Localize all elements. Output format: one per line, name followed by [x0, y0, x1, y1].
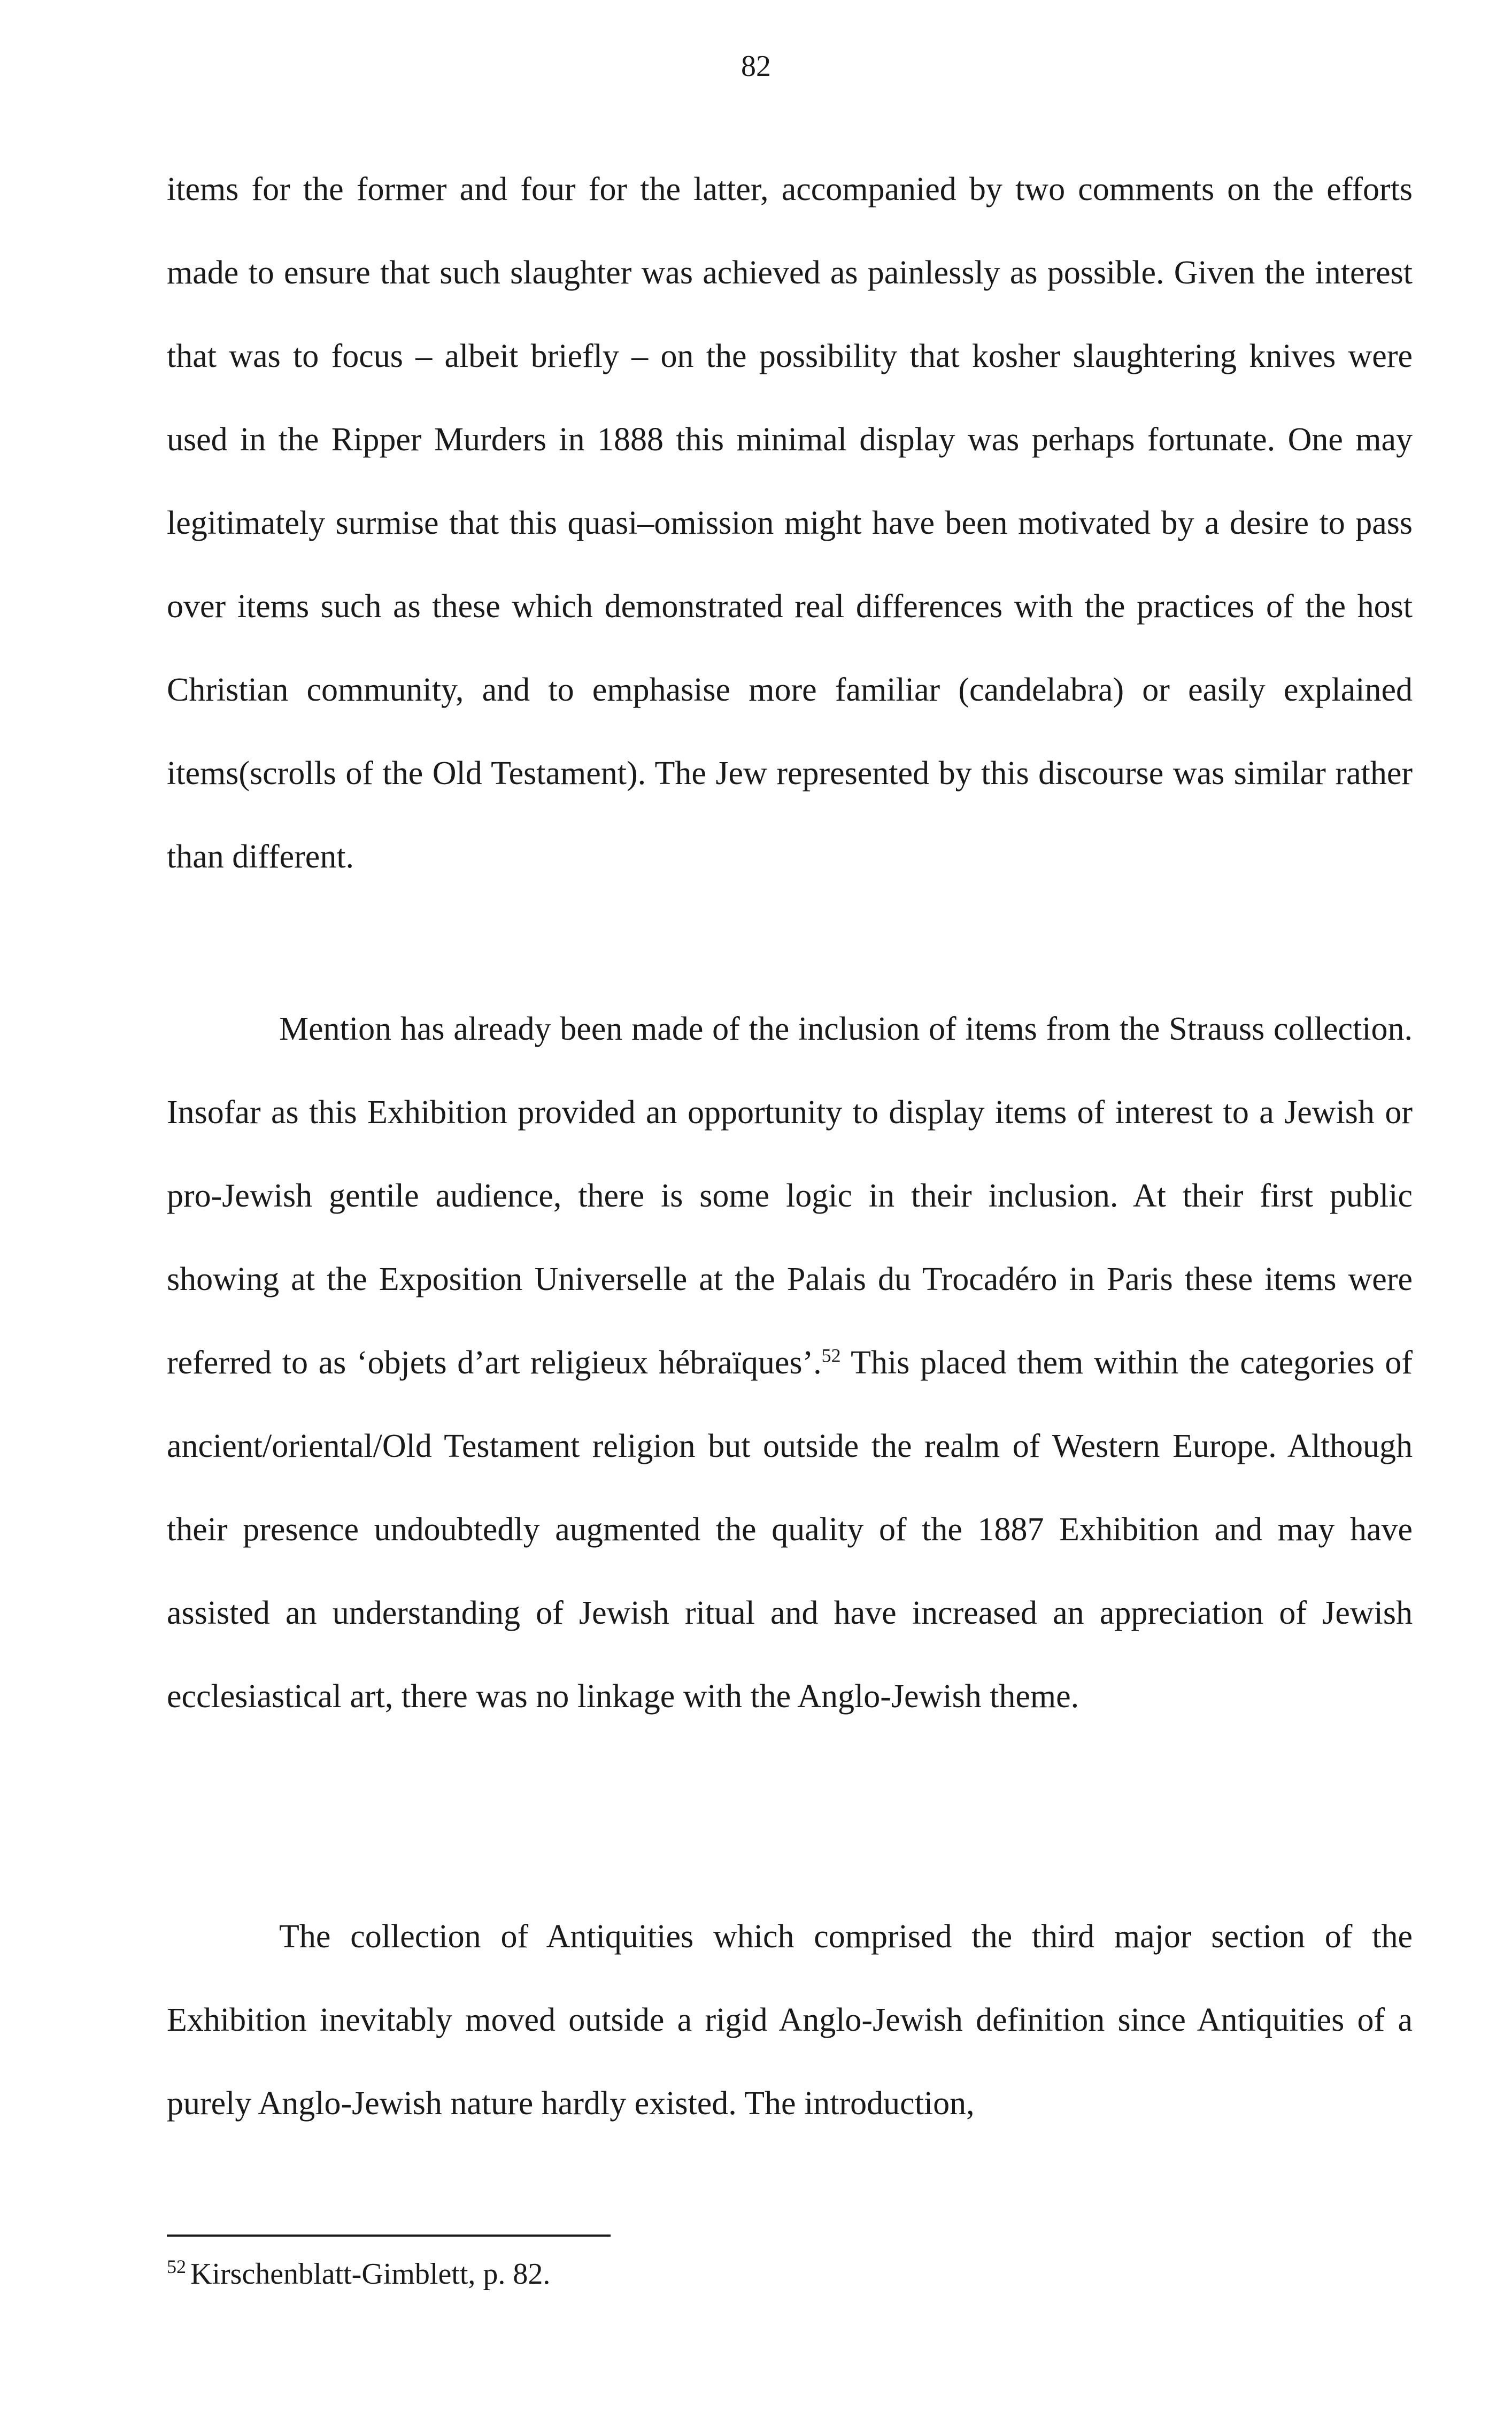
paragraph-1-block: [167, 148, 1413, 899]
paragraph-2-text-b: This placed them within the categories of ancient/oriental/Old Testament religion but outside the realm of Western Europe. Although their presence undoubtedly augmented the quality of the 1887 Exhibition and may have assisted an understanding of Jewish ritual and have increased an appreciation of Jewish ecclesiastical art, there was no linkage with the Anglo-Jewish theme.: [167, 1345, 1413, 1715]
footnote-number: 52: [167, 2256, 186, 2278]
footnote-reference-52: 52: [821, 1345, 841, 1366]
footnote-divider: [167, 2235, 611, 2237]
paragraph-3-block: [167, 1895, 1413, 2145]
footnote-text: Kirschenblatt-Gimblett, p. 82.: [190, 2258, 551, 2291]
paragraph-3: The collection of Antiquities which comprised the third major section of the Exhibition inevitably moved outside a rigid Anglo-Jewish definition since Antiquities of a purely Anglo-Jewish nature hardly existed. The introduction,: [167, 1918, 1413, 2122]
paragraph-2-block: [167, 987, 1413, 1738]
footnote-52: [167, 2253, 550, 2295]
page-number: 82: [741, 50, 771, 83]
paragraph-2: [167, 987, 1413, 1738]
paragraph-2-text-a: Mention has already been made of the inclusion of items from the Strauss collection. Insofar as this Exhibition provided an opportunity to display items of interest to a Jewish or pro-Jewish gentile audience, there is some logic in their inclusion. At their first public showing at the Exposition Universelle at the Palais du Trocadéro in Paris these items were referred to as ‘objets d’art religieux hébraïques’.: [167, 1011, 1413, 1381]
paragraph-1: items for the former and four for the latter, accompanied by two comments on the efforts made to ensure that such slaughter was achieved as painlessly as possible. Given the interest that was to focus – albeit briefly – on the possibility that kosher slaughtering knives were used in the Ripper Murders in 1888 this minimal display was perhaps fortunate. One may legitimately surmise that this quasi–omission might have been motivated by a desire to pass over items such as these which demonstrated real differences with the practices of the host Christian community, and to emphasise more familiar (candelabra) or easily explained items(scrolls of the Old Testament). The Jew represented by this discourse was similar rather than different.: [167, 171, 1413, 875]
